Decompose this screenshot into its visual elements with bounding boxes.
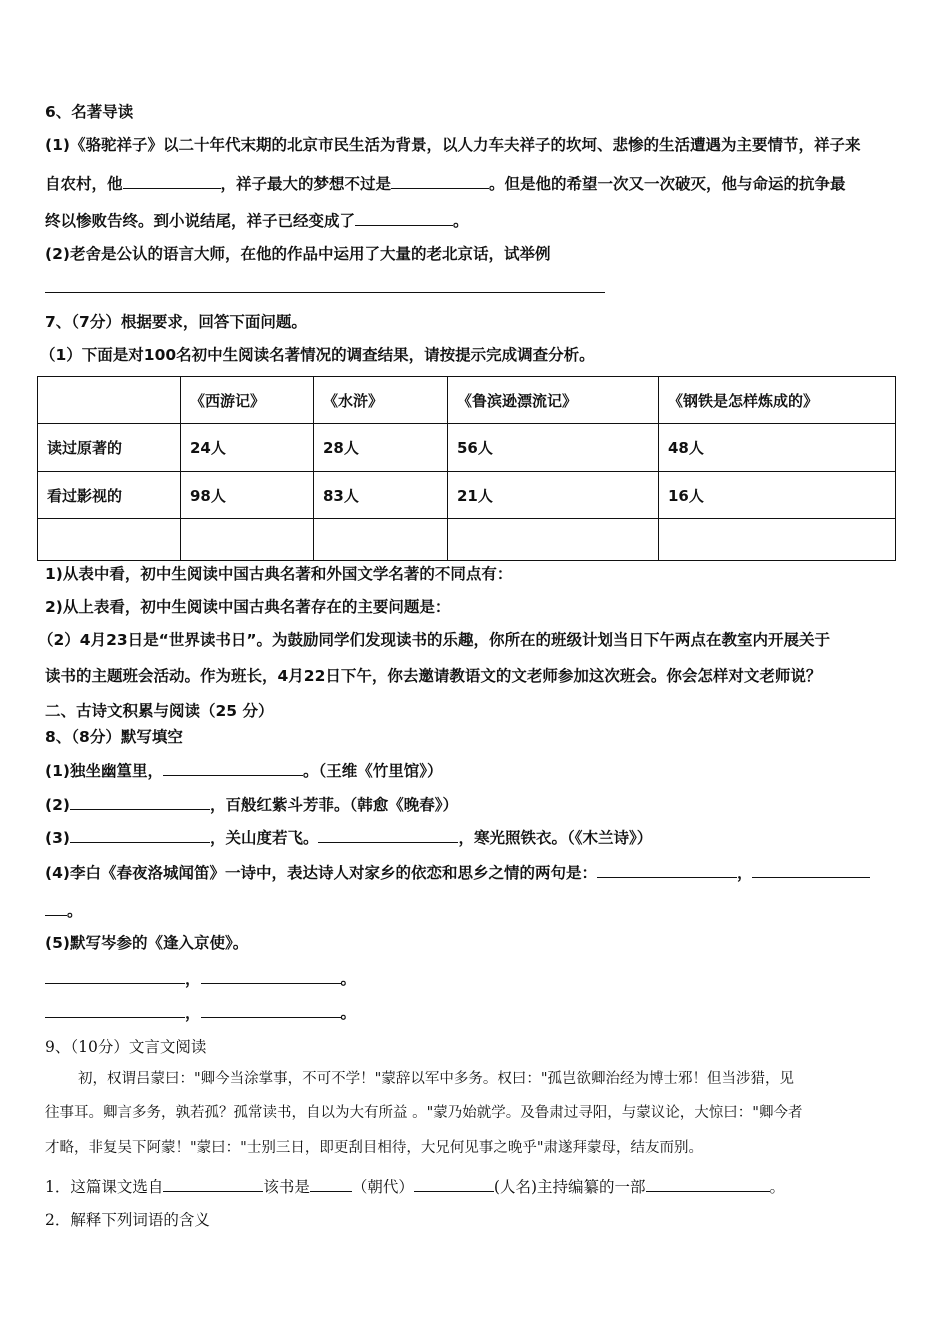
q7-p2-line2: 读书的主题班会活动。作为班长，4月22日下午，你去邀请教语文的文老师参加这次班会。你会怎样对文老师说？ — [45, 667, 822, 685]
text: 终以惨败告终。到小说结尾，祥子已经变成了 — [45, 212, 356, 230]
q8-line5: (5)默写岑参的《逢入京使》。 — [45, 934, 249, 952]
blank[interactable] — [752, 861, 870, 878]
text: 1．这篇课文选自 — [45, 1178, 164, 1196]
q8-line1 — [45, 759, 442, 782]
q9-title: 9、（10分）文言文阅读 — [45, 1038, 207, 1056]
text: ， — [185, 970, 201, 988]
answer-line[interactable] — [45, 292, 605, 293]
cell: 读过原著的 — [38, 424, 181, 472]
q9-text-line2: 往事耳。卿言多务，孰若孤？孤常读书，自以为大有所益 。"蒙乃始就学。及鲁肃过寻阳，与蒙议论，大惊曰："卿今者 — [45, 1105, 803, 1121]
q8-line3 — [45, 826, 652, 849]
q8-line4 — [45, 861, 870, 884]
cell[interactable] — [38, 519, 181, 561]
text: 。 — [340, 970, 357, 988]
text: ，寒光照铁衣。（《木兰诗》） — [458, 829, 653, 847]
survey-table — [37, 376, 896, 561]
text: 。 — [453, 212, 469, 230]
blank[interactable] — [70, 826, 210, 843]
blank[interactable] — [414, 1175, 494, 1192]
q6-title: 6、名著导读 — [45, 103, 134, 121]
cell[interactable] — [314, 519, 448, 561]
blank[interactable] — [70, 793, 210, 810]
table-row — [38, 424, 896, 472]
header-cell — [38, 377, 181, 424]
blank[interactable] — [123, 172, 221, 189]
blank[interactable] — [391, 172, 489, 189]
text: 。但是他的希望一次又一次破灭，他与命运的抗争最 — [489, 175, 846, 193]
blank[interactable] — [310, 1175, 352, 1192]
cell: 24人 — [181, 424, 314, 472]
cell[interactable] — [181, 519, 314, 561]
q7-title: 7、（7分）根据要求，回答下面问题。 — [45, 313, 307, 331]
q6-p1-line2 — [45, 172, 846, 195]
q8-title: 8、（8分）默写填空 — [45, 728, 183, 746]
cell: 56人 — [448, 424, 659, 472]
q7-intro: （1）下面是对100名初中生阅读名著情况的调查结果，请按提示完成调查分析。 — [40, 346, 595, 364]
q8-line4-cont — [45, 899, 83, 922]
q8-line5-blanks1 — [45, 967, 356, 990]
blank[interactable] — [163, 1175, 263, 1192]
table-header-row — [38, 377, 896, 424]
text: ， — [185, 1004, 201, 1022]
q7-p2-line1: （2）4月23日是“世界读书日”。为鼓励同学们发现读书的乐趣，你所在的班级计划当日下午两点在教室内开展关于 — [38, 631, 831, 649]
text: (2) — [45, 796, 70, 814]
text: 。 — [340, 1004, 357, 1022]
text: 该书是 — [263, 1178, 310, 1196]
text: 。（王维《竹里馆》） — [302, 762, 443, 780]
cell: 21人 — [448, 472, 659, 519]
header-cell: 《西游记》 — [181, 377, 314, 424]
q9-text-line1: 初，权谓吕蒙曰："卿今当涂掌事，不可不学！"蒙辞以军中多务。权曰："孤岂欲卿治经为博士邪！但当涉猎，见 — [78, 1071, 795, 1087]
cell: 98人 — [181, 472, 314, 519]
table-row-empty — [38, 519, 896, 561]
text: 。 — [67, 902, 83, 920]
cell: 83人 — [314, 472, 448, 519]
q7-a2: 2)从上表看，初中生阅读中国古典名著存在的主要问题是： — [45, 598, 451, 616]
text: (4)李白《春夜洛城闻笛》一诗中，表达诗人对家乡的依恋和思乡之情的两句是： — [45, 864, 597, 882]
text: (人名)主持编纂的一部 — [493, 1178, 646, 1196]
text: ，关山度若飞。 — [209, 829, 319, 847]
q8-line5-blanks2 — [45, 1001, 356, 1024]
q6-p2: (2)老舍是公认的语言大师，在他的作品中运用了大量的老北京话，试举例 — [45, 245, 551, 263]
text: (1)独坐幽篁里， — [45, 762, 163, 780]
blank[interactable] — [597, 861, 737, 878]
blank[interactable] — [45, 967, 185, 984]
text: 自农村，他 — [45, 175, 123, 193]
text: ，祥子最大的梦想不过是 — [220, 175, 392, 193]
blank[interactable] — [45, 899, 67, 916]
q6-p1-line1: (1)《骆驼祥子》以二十年代末期的北京市民生活为背景，以人力车夫祥子的坎坷、悲惨的生活遭遇为主要情节，祥子来 — [45, 136, 861, 154]
q9-sub2: 2．解释下列词语的含义 — [45, 1211, 210, 1229]
header-cell: 《钢铁是怎样炼成的》 — [659, 377, 896, 424]
cell: 28人 — [314, 424, 448, 472]
q6-p1-line3 — [45, 209, 469, 232]
blank[interactable] — [201, 1001, 341, 1018]
blank[interactable] — [318, 826, 458, 843]
section-heading: 二、古诗文积累与阅读（25 分） — [45, 702, 274, 720]
cell[interactable] — [659, 519, 896, 561]
q9-sub1 — [45, 1175, 785, 1198]
text: ， — [736, 864, 753, 882]
q8-line2 — [45, 793, 458, 816]
blank[interactable] — [355, 209, 453, 226]
header-cell: 《鲁滨逊漂流记》 — [448, 377, 659, 424]
text: （朝代） — [351, 1178, 414, 1196]
table-row — [38, 472, 896, 519]
text: (3) — [45, 829, 70, 847]
cell: 看过影视的 — [38, 472, 181, 519]
blank[interactable] — [45, 1001, 185, 1018]
text: 。 — [769, 1178, 786, 1196]
cell[interactable] — [448, 519, 659, 561]
q9-text-line3: 才略，非复吴下阿蒙！"蒙曰："士别三日，即更刮目相待，大兄何见事之晚乎"肃遂拜蒙母，结友而别。 — [45, 1140, 704, 1156]
cell: 48人 — [659, 424, 896, 472]
blank[interactable] — [163, 759, 303, 776]
text: ，百般红紫斗芳菲。（韩愈《晚春》） — [209, 796, 458, 814]
cell: 16人 — [659, 472, 896, 519]
blank[interactable] — [646, 1175, 770, 1192]
q7-a1: 1)从表中看，初中生阅读中国古典名著和外国文学名著的不同点有： — [45, 565, 513, 583]
blank[interactable] — [201, 967, 341, 984]
header-cell: 《水浒》 — [314, 377, 448, 424]
